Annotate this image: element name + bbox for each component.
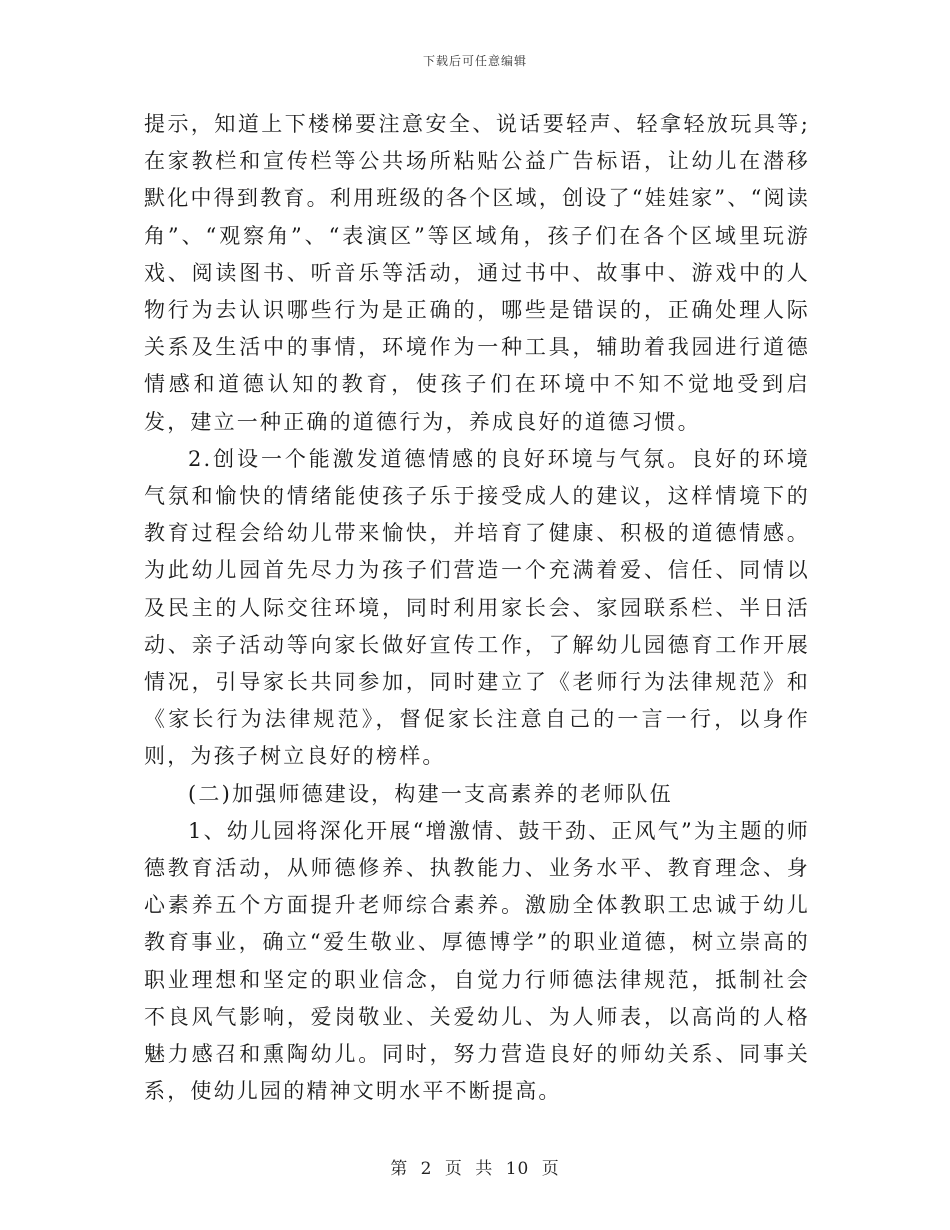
page-number: 第 2 页 共 10 页 [390,1159,560,1179]
paragraph-item-2: 2.创设一个能激发道德情感的良好环境与气氛。良好的环境气氛和愉快的情绪能使孩子乐于接受成人的建议，这样情境下的教育过程会给幼儿带来愉快，并培育了健康、积极的道德情感。为此幼儿园首先尽力为孩子们营造一个充满着爱、信任、同情以及民主的人际交往环境，同时利用家长会、家园联系栏、半日活动、亲子活动等向家长做好宣传工作，了解幼儿园德育工作开展情况，引导家长共同参加，同时建立了《老师行为法律规范》和《家长行为法律规范》，督促家长注意自己的一言一行，以身作则，为孩子树立良好的榜样。 [144,446,810,769]
section-heading-teacher-ethics: (二)加强师德建设，构建一支高素养的老师队伍 [188,781,673,806]
paragraph-environment-continued: 提示，知道上下楼梯要注意安全、说话要轻声、轻拿轻放玩具等;在家教栏和宣传栏等公共场所粘贴公益广告标语，让幼儿在潜移默化中得到教育。利用班级的各个区域，创设了“娃娃家”、“阅读角”、“观察角”、“表演区”等区域角，孩子们在各个区域里玩游戏、阅读图书、听音乐等活动，通过书中、故事中、游戏中的人物行为去认识哪些行为是正确的，哪些是错误的，正确处理人际关系及生活中的事情，环境作为一种工具，辅助着我园进行道德情感和道德认知的教育，使孩子们在环境中不知不觉地受到启发，建立一种正确的道德行为，养成良好的道德习惯。 [144,112,810,434]
document-body [144,106,810,1110]
paragraph-item-1: 1、幼儿园将深化开展“增激情、鼓干劲、正风气”为主题的师德教育活动，从师德修养、执教能力、业务水平、教育理念、身心素养五个方面提升老师综合素养。激励全体教职工忠诚于幼儿教育事业，确立“爱生敬业、厚德博学”的职业道德，树立崇高的职业理想和坚定的职业信念，自觉力行师德法律规范，抵制社会不良风气影响，爱岗敬业、关爱幼儿、为人师表，以高尚的人格魅力感召和熏陶幼儿。同时，努力营造良好的师幼关系、同事关系，使幼儿园的精神文明水平不断提高。 [144,818,810,1104]
page-header: 下载后可任意编辑 [422,54,527,68]
